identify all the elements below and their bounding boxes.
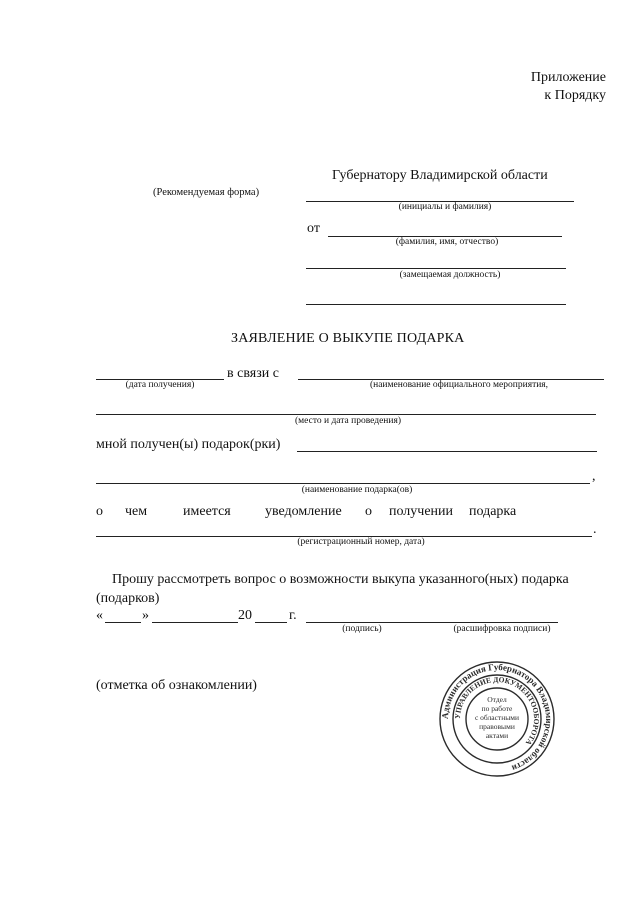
place-date-line — [96, 414, 596, 415]
caption-signature: (подпись) — [342, 624, 382, 634]
stamp-center-line-4: правовыми — [479, 722, 515, 731]
appendix-line-2: к Порядку — [544, 88, 606, 103]
year-prefix: 20 — [238, 608, 252, 623]
year-line — [255, 622, 287, 623]
notification-word-3: имеется — [183, 504, 231, 519]
signature-line — [306, 622, 558, 623]
caption-gift-name: (наименование подарка(ов) — [301, 485, 413, 495]
position-line-2 — [306, 304, 566, 305]
received-gifts-label: мной получен(ы) подарок(рки) — [96, 437, 281, 452]
request-line-2: (подарков) — [96, 591, 160, 606]
stamp-center-line-1: Отдел — [487, 695, 507, 704]
month-line — [152, 622, 238, 623]
caption-date-received: (дата получения) — [125, 380, 195, 390]
gift-name-line — [96, 483, 590, 484]
gift-name-comma: , — [592, 469, 596, 484]
position-line — [306, 268, 566, 269]
notification-word-2: чем — [125, 504, 148, 519]
quote-close: » — [142, 608, 149, 623]
received-gifts-line — [297, 451, 597, 452]
stamp-center-line-3: с областными — [474, 713, 520, 722]
caption-initials: (инициалы и фамилия) — [398, 202, 492, 212]
stamp-outer-text: Администрация Губернатора Владимирской области — [439, 661, 555, 774]
reg-number-period: . — [593, 522, 597, 537]
appendix-line-1: Приложение — [530, 70, 606, 85]
stamp-center-line-5: актами — [485, 731, 509, 740]
notification-word-5: о — [365, 504, 372, 519]
official-stamp — [438, 660, 556, 778]
document-heading: ЗАЯВЛЕНИЕ О ВЫКУПЕ ПОДАРКА — [231, 331, 465, 346]
caption-place-date: (место и дата проведения) — [295, 416, 401, 426]
stamp-center-line-2: по работе — [481, 704, 513, 713]
year-suffix: г. — [289, 608, 297, 623]
notification-word-4: уведомление — [265, 504, 342, 519]
notification-word-6: получении — [389, 504, 454, 519]
caption-reg-number: (регистрационный номер, дата) — [297, 537, 425, 547]
caption-fullname: (фамилия, имя, отчество) — [395, 237, 499, 247]
caption-position: (замещаемая должность) — [399, 270, 501, 280]
addressee-title: Губернатору Владимирской области — [332, 168, 548, 183]
recommended-form-label: (Рекомендуемая форма) — [153, 187, 260, 198]
notification-word-1: о — [96, 504, 103, 519]
stamp-inner-ring-text: УПРАВЛЕНИЕ ДОКУМЕНТООБОРОТА — [452, 674, 542, 747]
in-connection-label: в связи с — [227, 366, 279, 381]
caption-decoding: (расшифровка подписи) — [453, 624, 551, 634]
from-label: от — [307, 221, 320, 236]
day-line — [105, 622, 141, 623]
caption-event-name: (наименование официального мероприятия, — [369, 380, 549, 390]
notification-word-7: подарка — [469, 504, 517, 519]
acknowledgement-label: (отметка об ознакомлении) — [96, 678, 257, 693]
request-line-1: Прошу рассмотреть вопрос о возможности выкупа указанного(ных) подарка — [112, 572, 569, 587]
quote-open: « — [96, 608, 103, 623]
